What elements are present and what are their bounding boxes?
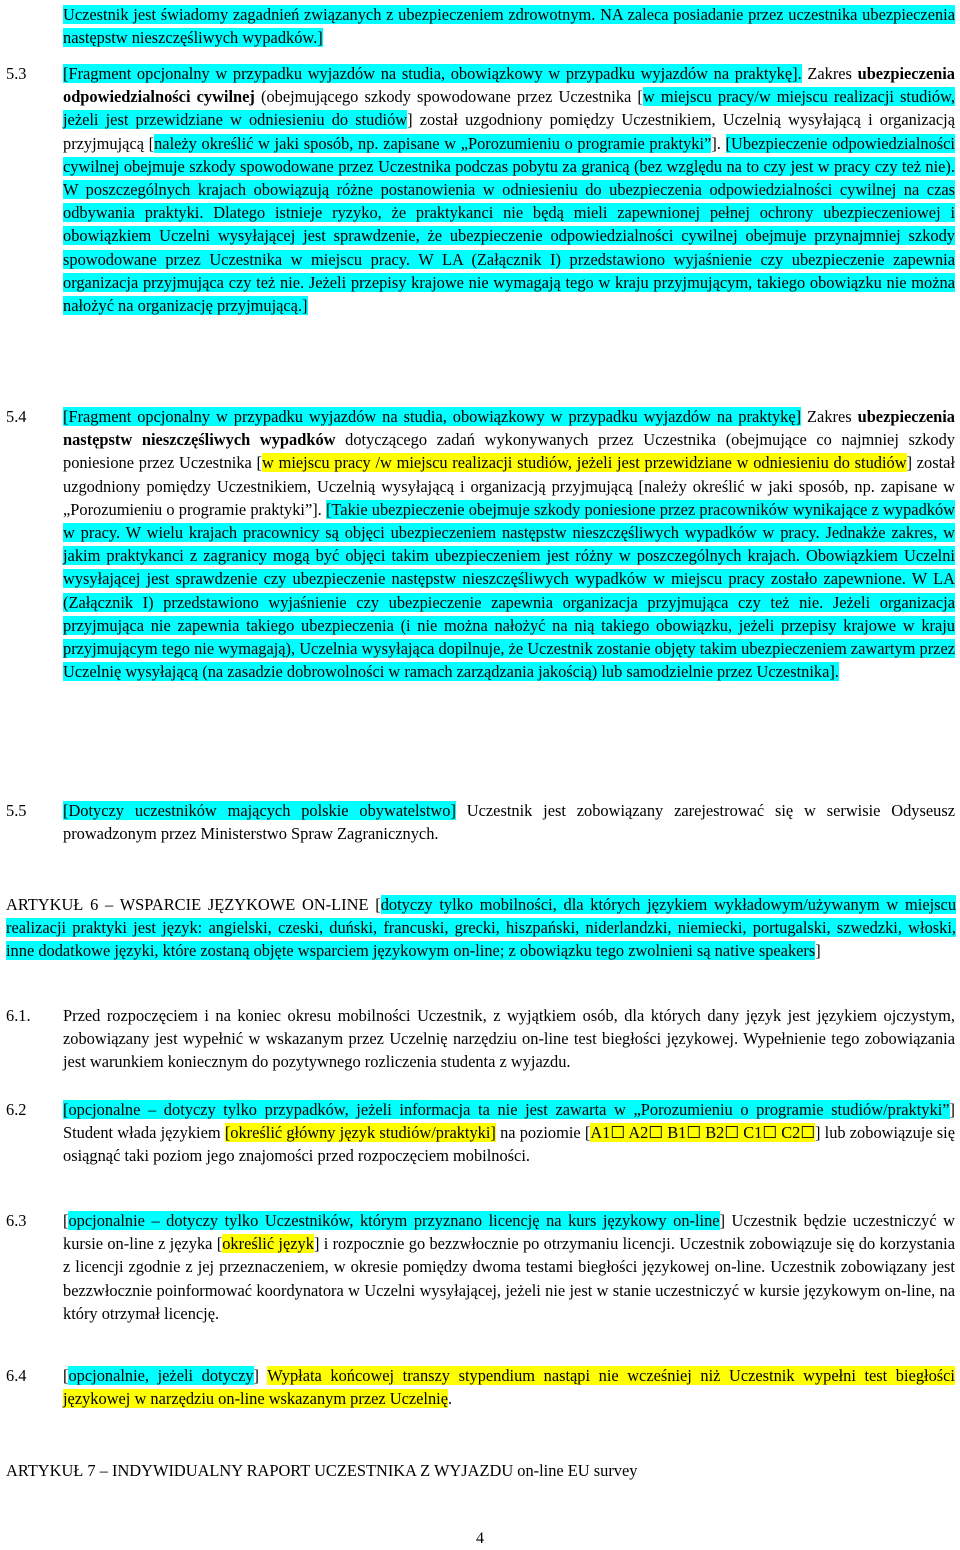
section-body xyxy=(63,1364,955,1410)
highlight-cyan: [Ubezpieczenie odpowiedzialności cywilnej obejmuje szkody spowodowane przez Uczestnika podczas pobytu za granicą (bez względu na to czy jest w pracy czy też nie). W poszczególnych krajach obowiązują różne postanowienia w odniesieniu do ubezpieczenia odpowiedzialności cywilnej na czas odbywania praktyki. Dlatego istnieje ryzyko, że praktykanci nie będą mieli zapewnionej pełnej ochrony ubezpieczeniowej i obowiązkiem Uczelni wysyłającej jest sprawdzenie, że ubezpieczenie odpowiedzialności cywilnej obejmuje przynajmniej szkody spowodowane przez Uczestnika w miejscu pracy. W LA (Załącznik I) przedstawiono wyjaśnienie czy ubezpieczenie zapewnia organizacja przyjmująca czy też nie. Jeżeli przepisy krajowe nie wymagają tego w kraju przyjmującym, takiego obowiązku nie można nałożyć na organizację przyjmującą.] xyxy=(63,133,955,316)
article-title: ARTYKUŁ 6 – WSPARCIE JĘZYKOWE ON-LINE [ xyxy=(6,895,381,914)
text-run: Zakres xyxy=(801,407,858,426)
bold-term: ubezpieczenia następstw nieszczęśliwych wypadków xyxy=(63,407,955,450)
highlight-cyan: [Fragment opcjonalny w przypadku wyjazdów na studia, obowiązkowy w przypadku wyjazdów na praktykę]. xyxy=(63,64,802,83)
highlight-cyan: [Fragment opcjonalny w przypadku wyjazdów na studia, obowiązkowy w przypadku wyjazdów na praktykę] xyxy=(63,407,802,426)
section-number: 5.3 xyxy=(6,64,27,83)
section-body xyxy=(63,405,955,683)
highlight-cyan: [Dotyczy uczestników mających polskie obywatelstwo] xyxy=(63,801,456,820)
section-body xyxy=(63,1209,955,1325)
section-body xyxy=(63,799,955,845)
highlight-yellow: [określić główny język studiów/praktyki] xyxy=(224,1123,496,1143)
section-number: 6.4 xyxy=(6,1366,27,1385)
highlight-yellow: w miejscu pracy /w miejscu realizacji studiów, jeżeli jest przewidziane w odniesieniu do studiów xyxy=(262,453,907,473)
text-run: ] został uzgodniony pomiędzy Uczestnikiem, Uczelnią wysyłającą i organizacją przyjmującą [ xyxy=(63,110,955,153)
section-body xyxy=(63,62,955,317)
text-run: ] i rozpocznie go bezzwłocznie po otrzymaniu licencji. Uczestnik zobowiązuje się do korzystania z licencji zgodnie z jej przeznaczeniem, w okresie pomiędzy dwoma testami biegłości językowej on-line. Uczestnik zobowiązany jest bezzwłocznie poinformować koordynatora w Uczelni wysyłającej, jeżeli nie jest w stanie uczestniczyć w kursie językowym on-line, na który otrzymał licencję. xyxy=(63,1234,956,1323)
section-number: 6.1. xyxy=(6,1006,31,1025)
section-number: 5.5 xyxy=(6,801,27,820)
text-run: ] xyxy=(253,1366,268,1385)
section-number: 5.4 xyxy=(6,407,27,426)
text-run: [ xyxy=(63,1211,69,1230)
section-number: 6.3 xyxy=(6,1211,27,1230)
text-run: ]. xyxy=(711,133,726,153)
text-run: [ xyxy=(63,1366,69,1385)
section-body xyxy=(63,1098,955,1168)
highlight-cyan: [opcjonalne – dotyczy tylko przypadków, jeżeli informacja ta nie jest zawarta w „Porozumieniu o programie studiów/praktyki” xyxy=(63,1100,950,1119)
highlight-cyan: Uczestnik jest świadomy zagadnień związanych z ubezpieczeniem zdrowotnym. NA zaleca posiadanie przez uczestnika ubezpieczenia następstw nieszczęśliwych wypadków.] xyxy=(63,5,955,48)
text-run: ] został uzgodniony pomiędzy Uczestnikiem, Uczelnią wysyłającą i organizacją przyjmującą [należy określić w jaki sposób, np. zapisane w „Porozumieniu o programie praktyki”]. xyxy=(63,453,955,519)
highlight-cyan: w miejscu pracy/w miejscu realizacji studiów, jeżeli jest przewidziane w odniesieniu do studiów xyxy=(63,87,955,130)
highlight-yellow: określić język xyxy=(222,1234,314,1254)
text-run: ] lub zobowiązuje się osiągnąć taki poziom jego znajomości przed rozpoczęciem mobilności. xyxy=(63,1123,955,1166)
section-body: Przed rozpoczęciem i na koniec okresu mobilności Uczestnik, z wyjątkiem osób, dla których dany język jest językiem ojczystym, zobowiązany jest wypełnić w wskazanym przez Uczelnię narzędziu on-line test biegłości językowej. Wypełnienie tego zobowiązania jest warunkiem koniecznym do pozytywnego rozliczenia studenta z wyjazdu. xyxy=(63,1006,955,1072)
article-title: ARTYKUŁ 7 – INDYWIDUALNY RAPORT UCZESTNIKA Z WYJAZDU on-line EU survey xyxy=(6,1461,638,1480)
text-run: ] xyxy=(815,941,821,961)
article-heading-body xyxy=(6,893,956,963)
text-run: . xyxy=(448,1389,453,1409)
text-run: dotyczącego zadań wykonywanych przez Uczestnika (obejmujące co najmniej szkody poniesione przez Uczestnika [ xyxy=(63,430,955,473)
text-run: (obejmującego szkody spowodowane przez Uczestnika [ xyxy=(254,87,643,107)
highlight-cyan: opcjonalnie, jeżeli dotyczy xyxy=(68,1366,254,1385)
section-number: 6.2 xyxy=(6,1100,27,1119)
text-run: Uczestnik jest zobowiązany zarejestrować się w serwisie Odyseusz prowadzonym przez Ministerstwo Spraw Zagranicznych. xyxy=(63,801,956,844)
text-run: Zakres xyxy=(801,64,858,83)
highlight-cyan: [Takie ubezpieczenie obejmuje szkody poniesione przez pracowników wynikające z wypadków w pracy. W wielu krajach pracownicy są objęci ubezpieczeniem następstw nieszczęśliwych wypadków w pracy. Jednakże zakres, w jakim praktykanci z zagranicy mogą być objęci takim ubezpieczeniem jest różny w poszczególnych krajach. Obowiązkiem Uczelni wysyłającej jest sprawdzenie czy ubezpieczenie następstw nieszczęśliwych wypadków w miejscu pracy zostało zapewnione. W LA (Załącznik I) przedstawiono wyjaśnienie czy ubezpieczenie zapewnia organizacja przyjmująca czy też nie. Jeżeli organizacja przyjmująca nie zapewnia takiego ubezpieczenia (i nie można nałożyć na nią takiego obowiązku, jeżeli przepisy krajowe w kraju przyjmującym tego nie wymagają), Uczelnia wysyłająca dopilnuje, że Uczestnik zostanie objęty takim ubezpieczeniem zawartym przez Uczelnię wysyłającą (na zasadzie dobrowolności w ramach zarządzania jakością) lub samodzielnie przez Uczestnika]. xyxy=(63,499,956,682)
text-run: ] Student włada językiem xyxy=(63,1100,955,1143)
highlight-cyan: opcjonalnie – dotyczy tylko Uczestników, którym przyznano licencję na kurs językowy on-line xyxy=(68,1211,720,1230)
highlight-cyan: należy określić w jaki sposób, np. zapisane w „Porozumieniu o programie praktyki” xyxy=(154,133,712,153)
bold-term: ubezpieczenia odpowiedzialności cywilnej xyxy=(63,64,955,107)
page-number: 4 xyxy=(476,1530,484,1547)
text-run: ] Uczestnik będzie uczestniczyć w kursie on-line z języka [ xyxy=(63,1211,956,1254)
highlight-yellow: Wypłata końcowej transzy stypendium nastąpi nie wcześniej niż Uczestnik wypełni test biegłości językowej w narzędziu on-line wskazanym przez Uczelnię xyxy=(63,1366,955,1409)
language-level-checkboxes: A1☐ A2☐ B1☐ B2☐ C1☐ C2☐ xyxy=(590,1123,816,1143)
text-run: na poziomie [ xyxy=(495,1123,591,1143)
highlight-cyan: dotyczy tylko mobilności, dla których językiem wykładowym/używanym w miejscu realizacji praktyki jest język: angielski, czeski, duński, francuski, grecki, hiszpański, niderlandzki, niemiecki, portugalski, szwedzki, włoski, inne dodatkowe języki, które zostaną objęte wsparciem językowym on-line; z obowiązku tego zwolnieni są native speakers xyxy=(6,895,957,961)
paragraph-body xyxy=(63,3,955,49)
